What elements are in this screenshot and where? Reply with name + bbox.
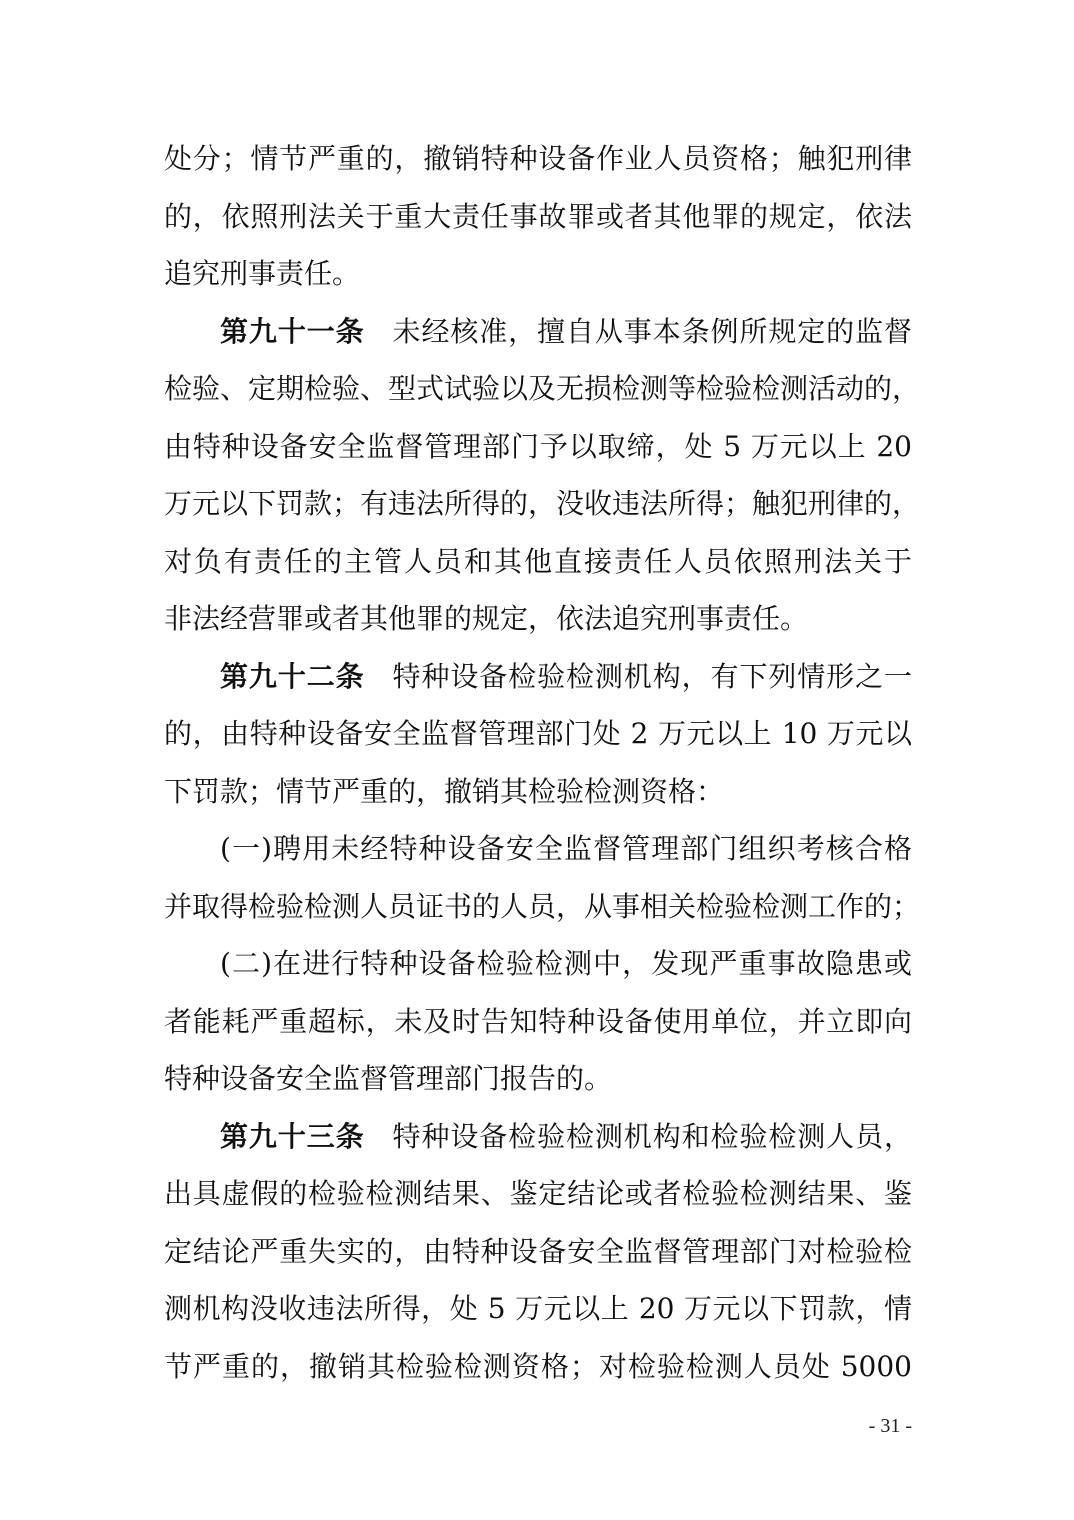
text-line: 检验、定期检验、型式试验以及无损检测等检验检测活动的， xyxy=(164,372,921,405)
text-line: (一)聘用未经特种设备安全监督管理部门组织考核合格 xyxy=(220,832,912,865)
text-line: 特种设备检验检测机构和检验检测人员， xyxy=(392,1120,912,1153)
text-line: 出具虚假的检验检测结果、鉴定结论或者检验检测结果、鉴 xyxy=(164,1177,912,1210)
text-line: 测机构没收违法所得，处 5 万元以上 20 万元以下罚款，情 xyxy=(164,1292,912,1325)
article-91-first-line xyxy=(220,312,912,352)
text-line: 的，由特种设备安全监督管理部门处 2 万元以上 10 万元以 xyxy=(164,717,912,750)
text-line: 特种设备检验检测机构，有下列情形之一 xyxy=(392,660,912,693)
text-line: 未经核准，擅自从事本条例所规定的监督 xyxy=(392,315,912,348)
text-line: (二)在进行特种设备检验检测中，发现严重事故隐患或 xyxy=(220,947,912,980)
text-line: 由特种设备安全监督管理部门予以取缔，处 5 万元以上 20 xyxy=(164,430,912,463)
text-line: 处分；情节严重的，撤销特种设备作业人员资格；触犯刑律 xyxy=(164,142,912,175)
article-92-heading: 第九十二条 xyxy=(220,660,365,693)
text-line: 定结论严重失实的，由特种设备安全监督管理部门对检验检 xyxy=(164,1235,912,1268)
text-line: 非法经营罪或者其他罪的规定，依法追究刑事责任。 xyxy=(164,602,809,635)
text-line: 下罚款；情节严重的，撤销其检验检测资格： xyxy=(164,775,725,808)
article-93-heading: 第九十三条 xyxy=(220,1120,365,1153)
article-91-heading: 第九十一条 xyxy=(220,315,365,348)
text-line: 并取得检验检测人员证书的人员，从事相关检验检测工作的； xyxy=(164,890,921,923)
page-number: - 31 - xyxy=(868,1415,912,1437)
text-line: 万元以下罚款；有违法所得的，没收违法所得；触犯刑律的， xyxy=(164,487,921,520)
text-line: 追究刑事责任。 xyxy=(164,257,361,290)
text-line: 的，依照刑法关于重大责任事故罪或者其他罪的规定，依法 xyxy=(164,200,912,233)
article-93-first-line xyxy=(220,1117,912,1157)
text-line: 者能耗严重超标，未及时告知特种设备使用单位，并立即向 xyxy=(164,1005,912,1038)
text-line: 对负有责任的主管人员和其他直接责任人员依照刑法关于 xyxy=(164,545,912,578)
text-line: 特种设备安全监督管理部门报告的。 xyxy=(164,1062,613,1095)
article-92-first-line xyxy=(220,657,912,697)
text-line: 节严重的，撤销其检验检测资格；对检验检测人员处 5000 xyxy=(164,1350,912,1383)
